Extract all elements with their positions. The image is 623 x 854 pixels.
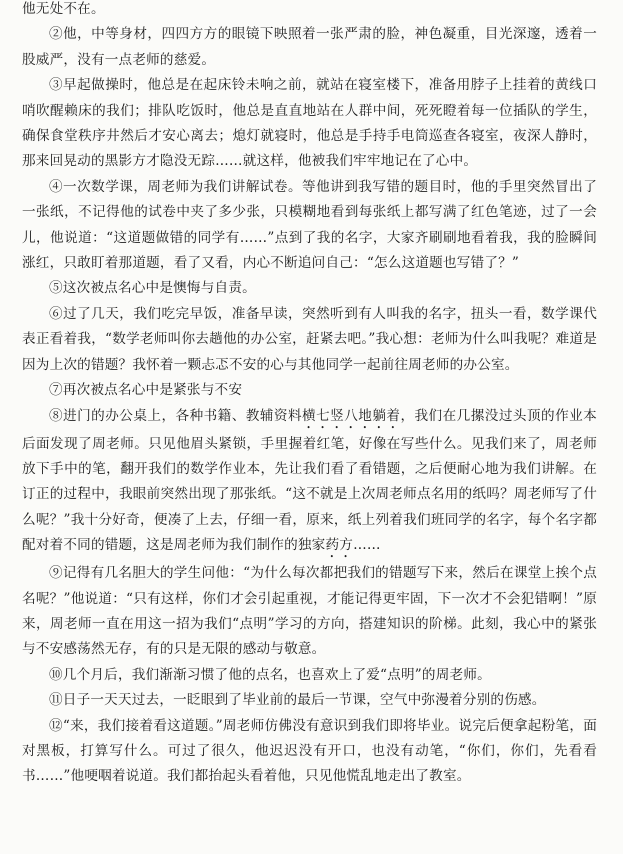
paragraph-text: ④一次数学课，周老师为我们讲解试卷。等他讲到我写错的题目时，他的手里突然冒出了一张纸，不记得他的试卷中夹了多少张，只模糊地看到每张纸上都写满了红色笔迹，过了一会儿，他说道：“这道题做错的同学有……”点到了我的名字，大家齐刷刷地看着我，我的脸瞬间涨红，只敢盯着那道题，看了又看，内心不断追问自己：“怎么这道题也写错了？”: [22, 178, 597, 272]
paragraph-text: ③早起做操时，他总是在起床铃未响之前，就站在寝室楼下，准备用脖子上挂着的黄线口哨吹醒赖床的我们；排队吃饭时，他总是直直地站在人群中间，死死瞪着每一位插队的学生，确保食堂秩序井然后才安心离去；熄灯就寝时，他总是手持手电筒巡查各寝室，夜深人静时，那来回晃动的黑影方才隐没无踪……就这样，他被我们牢牢地记在了心中。: [22, 77, 597, 170]
paragraph-9: [22, 561, 597, 663]
paragraph-text: ⑤这次被点名心中是懊悔与自责。: [49, 280, 256, 297]
paragraph-text: 他无处不在。: [22, 1, 105, 17]
paragraph-12: [22, 714, 597, 790]
paragraph-11: [22, 688, 597, 713]
paragraph-text: ⑦再次被点名心中是紧张与不安: [49, 382, 243, 399]
emphasized-phrase: 横七竖八地躺着: [302, 407, 401, 424]
paragraph-2: [22, 22, 597, 73]
paragraph-text: ⑧进门的办公桌上，各种书籍、教辅资料: [49, 407, 303, 424]
paragraph-5: [22, 276, 597, 301]
emphasized-phrase: 药方: [325, 537, 354, 554]
paragraph-8: [22, 404, 597, 562]
paragraph-7: [22, 378, 597, 403]
paragraph-3: [22, 73, 597, 175]
paragraph-text: ⑩几个月后，我们渐渐习惯了他的点名，也喜欢上了爱“点明”的周老师。: [49, 666, 491, 683]
paragraph-text: ⑪日子一天天过去，一眨眼到了毕业前的最后一节课，空气中弥漫着分别的伤感。: [49, 692, 546, 709]
paragraph-6: [22, 302, 597, 378]
paragraph-text: ⑥过了几天，我们吃完早饭，准备早读，突然听到有人叫我的名字，扭头一看，数学课代表正看着我，“数学老师叫你去趟他的办公室，赶紧去吧。”我心想：老师为什么叫我呢？难道是因为上次的错题？我怀着一颗忐忑不安的心与其他同学一起前往周老师的办公室。: [22, 305, 597, 373]
paragraph-text: ⑨记得有几名胆大的学生问他：“为什么每次都把我们的错题写下来，然后在课堂上挨个点名呢？”他说道：“只有这样，你们才会引起重视，才能记得更牢固，下一次才不会犯错啊！”原来，周老师一直在用这一招为我们“点明”学习的方向，搭建知识的阶梯。此刻，我心中的紧张与不安感荡然无存，有的只是无限的感动与敬意。: [22, 565, 597, 658]
paragraph-1-tail: [22, 0, 597, 22]
paragraph-text: ……: [353, 537, 381, 554]
paragraph-text: ⑫“来，我们接着看这道题。”周老师仿佛没有意识到我们即将毕业。说完后便拿起粉笔，面对黑板，打算写什么。可过了很久，他迟迟没有开口，也没有动笔，“你们，你们，先看看书……”他哽咽着说道。我们都抬起头看着他，只见他慌乱地走出了教室。: [22, 717, 597, 785]
paragraph-4: [22, 175, 597, 277]
paragraph-text: ②他，中等身材，四四方方的眼镜下映照着一张严肃的脸，神色凝重，目光深邃，透着一股威严，没有一点老师的慈爱。: [22, 26, 597, 68]
paragraph-text: ，我们在几摞没过头顶的作业本后面发现了周老师。只见他眉头紧锁，手里握着红笔，好像在写些什么。见我们来了，周老师放下手中的笔，翻开我们的数学作业本，先让我们看了看错题，之后便耐心地为我们讲解。在订正的过程中，我眼前突然出现了那张纸。“这不就是上次周老师点名用的纸吗？周老师写了什么呢？”我十分好奇，便凑了上去，仔细一看，原来，纸上列着我们班同学的名字，每个名字都配对着不同的错题，这是周老师为我们制作的独家: [22, 407, 597, 554]
paragraph-10: [22, 663, 597, 688]
